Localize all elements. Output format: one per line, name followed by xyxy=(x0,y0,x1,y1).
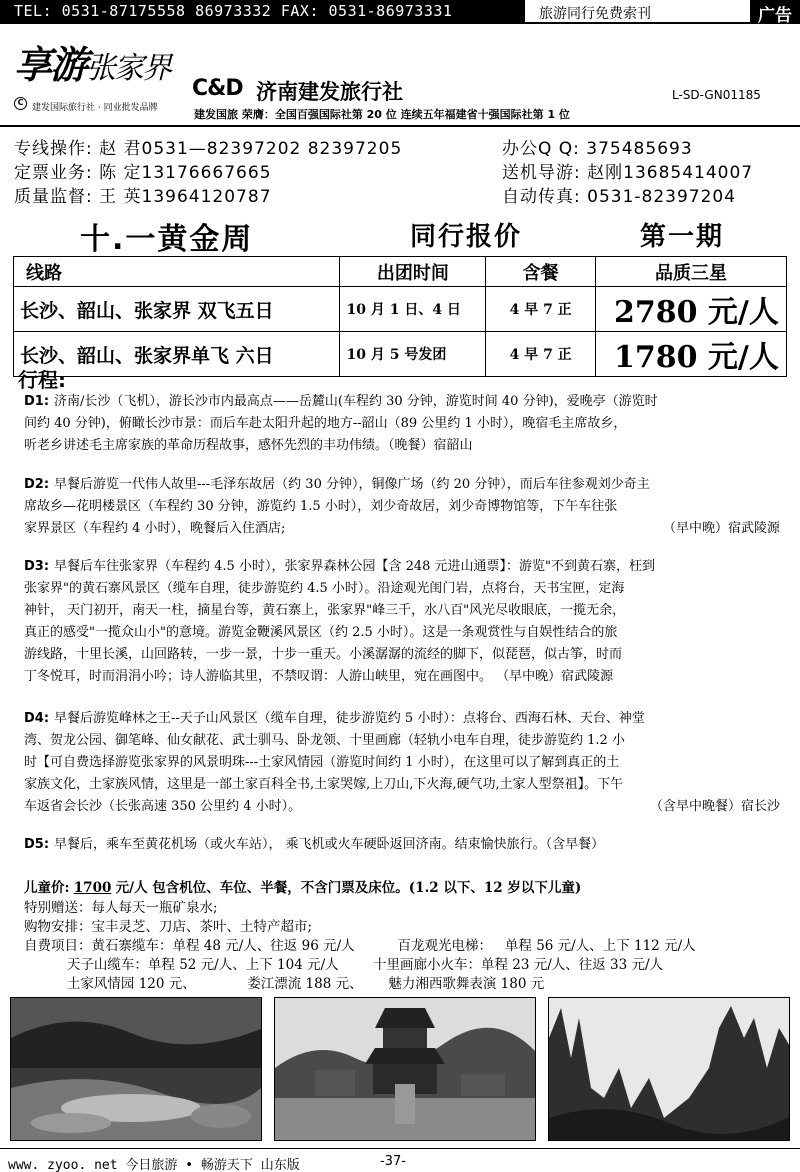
logo-part1: 享游 xyxy=(14,42,87,87)
stream-image xyxy=(11,998,262,1141)
day-1 xyxy=(24,391,780,457)
day-line: 张家界"的黄石寨风景区（缆车自理，徒步游览约 4.5 小时）。沿途观光闺门岩，点将台，天书宝匣，定海 xyxy=(24,581,625,596)
ad-tag: 广告 xyxy=(758,6,792,26)
contact-operator: 专线操作: 赵 君0531—82397202 82397205 xyxy=(14,139,403,159)
day-line: 神针， 天门初开，南天一柱，摘星台等，黄石寨上，张家界"峰三千，水八百"风光尽收眼底，一揽无余， xyxy=(24,603,626,618)
day-accommodation: （含早中晚餐）宿长沙 xyxy=(649,799,780,814)
photo-stream xyxy=(10,997,262,1141)
day-line: 真正的感受"一揽众山小"的意境。游览金鞭溪风景区（约 2.5 小时）。这是一条观赏性与自娱性结合的旅 xyxy=(24,625,618,640)
company-name: 济南建发旅行社 xyxy=(256,80,403,104)
day-2 xyxy=(24,474,780,540)
day-line: 游线路，十里长溪，山回路转，一步一景，十步一重天。小溪潺潺的流经的脚下，似琵琶，似古筝，时而 xyxy=(24,647,623,662)
child-price xyxy=(24,876,581,896)
child-price-terms: 元/人 包含机位、车位、半餐，不含门票及床位。(1.2 以下、12 岁以下儿童) xyxy=(115,880,582,896)
title-quote: 同行报价 xyxy=(410,222,523,252)
day-line: 早餐后车往张家界（车程约 4.5 小时），张家界森林公园【含 248 元进山通票】：游览"不到黄石寨，枉到 xyxy=(54,559,655,574)
meal-cell: 4 早 7 正 xyxy=(486,287,596,332)
date-cell: 10 月 5 号发团 xyxy=(340,332,486,377)
optional-line: 自费项目：黄石寨缆车：单程 48 元/人、往返 96 元/人 百龙观光电梯： 单程 56 元/人、上下 112 元/人 xyxy=(24,938,696,954)
slogan: 旅游同行免费索刊 xyxy=(525,0,750,24)
page-title: 十.一黄金周 xyxy=(80,222,254,257)
day-line: 家族文化，土家族风情，这里是一部土家百科全书,土家哭嫁,上刀山,下火海,硬气功,土家人型祭祖】。下午 xyxy=(24,777,624,792)
header-route: 线路 xyxy=(14,257,340,287)
top-bar xyxy=(0,0,800,24)
logo-caption-text: 建发国际旅行社 · 同业批发品牌 xyxy=(32,103,158,113)
special-gift: 特别赠送：每人每天一瓶矿泉水; xyxy=(24,900,218,916)
title-issue: 第一期 xyxy=(640,222,725,252)
contact-fax: 自动传真: 0531-82397204 xyxy=(502,187,737,207)
page-number: -37- xyxy=(380,1154,406,1169)
photo-peaks xyxy=(548,997,790,1141)
contact-quality: 质量监督: 王 英13964120787 xyxy=(14,187,272,207)
day-line: 早餐后游览一代伟人故里---毛泽东故居（约 30 分钟），铜像广场（约 20 分钟），而后车往参观刘少奇主 xyxy=(54,477,650,492)
day-label: D3: xyxy=(24,559,50,574)
day-accommodation: （早中晚）宿武陵源 xyxy=(662,521,780,536)
child-price-label: 儿童价: xyxy=(24,880,70,896)
day-line: 湾、贺龙公园、御笔峰、仙女献花、武士驯马、卧龙领、十里画廊（轻轨小电车自理，徒步游览约 1.2 小 xyxy=(24,733,625,748)
day-line: 间约 40 分钟)，俯瞰长沙市景：而后车赴太阳升起的地方--韶山（89 公里约 1 小时），晚宿毛主席故乡， xyxy=(24,416,627,431)
tel-fax: TEL: 0531-87175558 86973332 FAX: 0531-86973331 xyxy=(14,2,453,20)
day-line: 早餐后游览峰林之王--天子山风景区（缆车自理，徒步游览约 5 小时）：点将台、西海石林、天台、神堂 xyxy=(54,711,645,726)
honor-text: 建发国旅 荣膺：全国百强国际社第 20 位 连续五年福建省十强国际社第 1 位 xyxy=(194,108,570,121)
license-code: L-SD-GN01185 xyxy=(672,88,761,102)
contact-booking: 定票业务: 陈 定13176667665 xyxy=(14,163,272,183)
day-line: 丁冬悦耳，时而涓涓小吟；诗人游临其里，不禁叹谓：人游山峡里，宛在画图中。 （早中晚）宿武陵源 xyxy=(24,669,614,684)
copyright-icon: C xyxy=(14,97,27,110)
day-label: D2: xyxy=(24,477,50,492)
day-line: 济南/长沙（飞机），游长沙市内最高点——岳麓山(车程约 30 分钟，游览时间 40 分钟)，爱晚亭（游览时 xyxy=(54,394,658,409)
date-cell: 10 月 1 日、4 日 xyxy=(340,287,486,332)
table-row xyxy=(14,332,787,377)
child-price-value: 1700 xyxy=(73,880,112,896)
header-meal: 含餐 xyxy=(486,257,596,287)
price-table xyxy=(13,256,787,377)
day-3 xyxy=(24,556,780,688)
route-cell: 长沙、韶山、张家界 双飞五日 xyxy=(14,287,340,332)
day-label: D4: xyxy=(24,711,50,726)
temple-image xyxy=(275,998,536,1141)
day-line: 家界景区（车程约 4 小时），晚餐后入住酒店; xyxy=(24,521,286,536)
itinerary-title: 行程: xyxy=(18,368,66,392)
contact-guide: 送机导游: 赵刚13685414007 xyxy=(502,163,754,183)
price-cell: 2780 元/人 xyxy=(595,287,786,332)
logo-caption xyxy=(17,98,158,113)
day-label: D5: xyxy=(24,837,50,852)
footer-divider xyxy=(0,1148,800,1149)
shopping: 购物安排：宝丰灵芝、刀店、茶叶、土特产超市; xyxy=(24,919,313,935)
photo-temple xyxy=(274,997,536,1141)
price-cell: 1780 元/人 xyxy=(595,332,786,377)
header-date: 出团时间 xyxy=(340,257,486,287)
optional-line: 土家风情园 120 元、 娄江漂流 188 元、 魅力湘西歌舞表演 180 元 xyxy=(24,976,545,992)
logo-part2: 张家界 xyxy=(86,51,171,86)
cd-logo: C&D xyxy=(192,76,243,101)
day-5 xyxy=(24,834,780,856)
optional-line: 天子山缆车：单程 52 元/人、上下 104 元/人 十里画廊小火车：单程 23 元/人、往返 33 元/人 xyxy=(24,957,664,973)
brand-logo xyxy=(14,34,170,89)
day-4 xyxy=(24,708,780,818)
day-line: 车返省会长沙（长张高速 350 公里约 4 小时）。 xyxy=(24,799,302,814)
footer-site: www. zyoo. net 今日旅游 • 畅游天下 山东版 xyxy=(8,1158,300,1172)
day-line: 早餐后，乘车至黄花机场（或火车站）， 乘飞机或火车硬卧返回济南。结束愉快旅行。（含早餐） xyxy=(54,837,605,852)
table-header xyxy=(14,257,787,287)
meal-cell: 4 早 7 正 xyxy=(486,332,596,377)
day-label: D1: xyxy=(24,394,50,409)
day-line: 听老乡讲述毛主席家族的革命历程故事，感怀先烈的丰功伟绩。（晚餐）宿韶山 xyxy=(24,438,473,453)
contact-qq: 办公Q Q: 375485693 xyxy=(502,139,693,159)
table-row xyxy=(14,287,787,332)
day-line: 时【可自费选择游览张家界的风景明珠---土家风情园（游览时间约 1 小时），在这里可以了解到真正的土 xyxy=(24,755,620,770)
route-cell: 长沙、韶山、张家界单飞 六日 xyxy=(14,332,340,377)
day-line: 席故乡—花明楼景区（车程约 30 分钟，游览约 1.5 小时），刘少奇故居，刘少奇博物馆等，下午车往张 xyxy=(24,499,618,514)
header-grade: 品质三星 xyxy=(595,257,786,287)
header-divider xyxy=(0,125,800,127)
peaks-image xyxy=(549,998,790,1141)
